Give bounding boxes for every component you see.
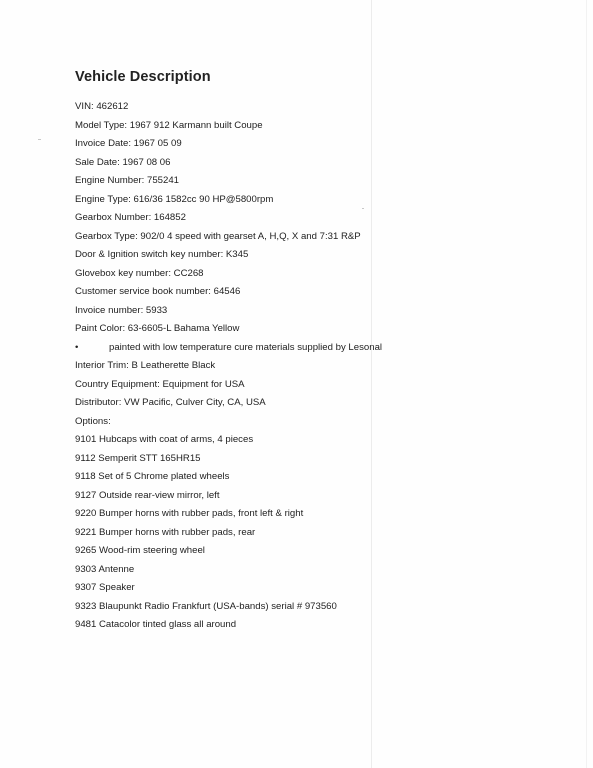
vehicle-description-list: [75, 98, 382, 635]
description-line-text: 9303 Antenne: [75, 563, 135, 575]
description-line-text: Engine Number: 755241: [75, 175, 180, 186]
description-line: [75, 505, 382, 524]
description-line: [75, 283, 382, 302]
description-line-text: 9221 Bumper horns with rubber pads, rear: [75, 526, 256, 538]
description-line: [75, 265, 382, 284]
description-line: [75, 209, 382, 228]
description-line-text: Distributor: VW Pacific, Culver City, CA, USA: [75, 397, 266, 408]
description-line: [75, 450, 382, 469]
description-line: [75, 468, 382, 487]
description-line: [75, 394, 382, 413]
description-line: [75, 228, 382, 247]
description-line-text: Model Type: 1967 912 Karmann built Coupe: [75, 119, 263, 131]
description-line-text: Glovebox key number: CC268: [75, 267, 204, 279]
description-line: [75, 487, 382, 506]
description-line: [75, 524, 382, 543]
description-line-text: 9323 Blaupunkt Radio Frankfurt (USA-bands) serial # 973560: [75, 600, 337, 612]
description-line-text: Gearbox Type: 902/0 4 speed with gearset A, H,Q, X and 7:31 R&P: [75, 230, 361, 242]
description-line: [75, 616, 382, 635]
description-line: [75, 339, 382, 358]
description-line-text: Invoice Date: 1967 05 09: [75, 138, 182, 149]
description-line-text: Customer service book number: 64546: [75, 286, 241, 297]
description-line-text: VIN: 462612: [75, 101, 129, 112]
description-line: [75, 191, 382, 210]
description-line: [75, 561, 382, 580]
description-line: [75, 376, 382, 395]
description-line-text: painted with low temperature cure materials supplied by Lesonal: [109, 341, 383, 353]
description-line: [75, 320, 382, 339]
description-line-text: 9118 Set of 5 Chrome plated wheels: [75, 471, 230, 482]
description-line: [75, 117, 382, 136]
description-line-text: Door & Ignition switch key number: K345: [75, 249, 249, 260]
description-line-text: Gearbox Number: 164852: [75, 212, 186, 223]
description-line-text: Sale Date: 1967 08 06: [75, 156, 171, 168]
description-line-text: 9481 Catacolor tinted glass all around: [75, 619, 237, 630]
description-line: [75, 598, 382, 617]
description-line-text: Options:: [75, 415, 111, 427]
document-title: Vehicle Description: [75, 69, 211, 85]
description-line-text: 9307 Speaker: [75, 582, 135, 593]
description-line: [75, 98, 382, 117]
description-line: [75, 135, 382, 154]
description-line-text: Paint Color: 63-6605-L Bahama Yellow: [75, 323, 240, 334]
description-line: [75, 246, 382, 265]
description-line: [75, 172, 382, 191]
description-line-text: 9265 Wood-rim steering wheel: [75, 545, 205, 556]
description-line: [75, 431, 382, 450]
description-line: [75, 413, 382, 432]
description-line: [75, 302, 382, 321]
description-line: [75, 579, 382, 598]
description-line-text: Invoice number: 5933: [75, 304, 168, 316]
description-line-text: Engine Type: 616/36 1582cc 90 HP@5800rpm: [75, 193, 274, 205]
description-line-text: 9112 Semperit STT 165HR15: [75, 452, 201, 464]
description-line-text: Country Equipment: Equipment for USA: [75, 378, 245, 390]
scan-speck: [38, 139, 41, 140]
description-line-text: 9101 Hubcaps with coat of arms, 4 pieces: [75, 434, 254, 445]
bullet-icon: •: [75, 341, 79, 353]
scan-edge-line: [586, 0, 587, 768]
description-line-text: Interior Trim: B Leatherette Black: [75, 360, 216, 371]
description-line: [75, 357, 382, 376]
description-line: [75, 154, 382, 173]
description-line-text: 9220 Bumper horns with rubber pads, front left & right: [75, 508, 304, 519]
description-line: [75, 542, 382, 561]
description-line-text: 9127 Outside rear-view mirror, left: [75, 489, 220, 501]
